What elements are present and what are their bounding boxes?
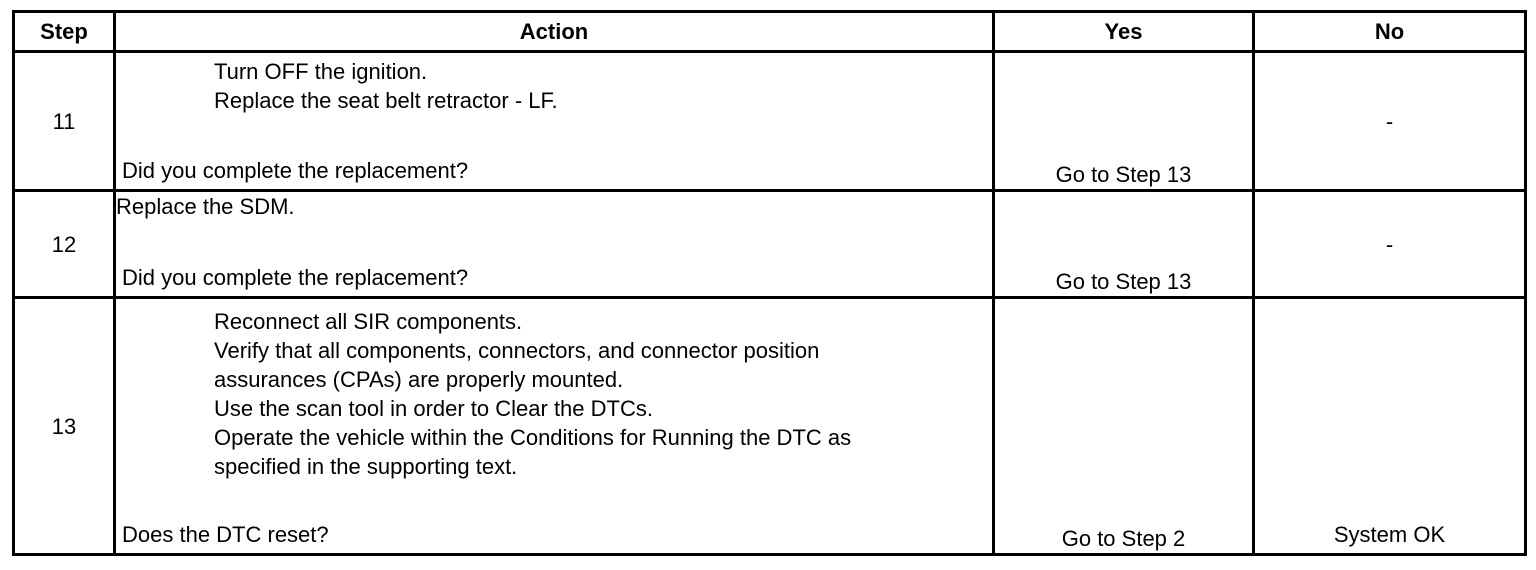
- header-yes: Yes: [994, 12, 1254, 52]
- action-line: specified in the supporting text.: [214, 454, 518, 479]
- action-line: Verify that all components, connectors, and connector position: [214, 338, 820, 363]
- step-number: 13: [14, 298, 115, 555]
- table-row: [14, 191, 1526, 298]
- diagnostic-table: [12, 10, 1527, 556]
- action-line: assurances (CPAs) are properly mounted.: [214, 367, 624, 392]
- no-result: -: [1254, 52, 1526, 191]
- yes-result: Go to Step 2: [994, 298, 1254, 555]
- table-row: [14, 298, 1526, 555]
- action-cell: [115, 191, 994, 298]
- action-line: Turn OFF the ignition.: [214, 59, 428, 84]
- action-cell: [115, 298, 994, 555]
- action-line: Operate the vehicle within the Conditions for Running the DTC as: [214, 425, 852, 450]
- step-number: 11: [14, 52, 115, 191]
- step-number: 12: [14, 191, 115, 298]
- table-row: [14, 52, 1526, 191]
- action-question: Did you complete the replacement?: [122, 265, 469, 290]
- action-cell: [115, 52, 994, 191]
- action-question: Did you complete the replacement?: [122, 158, 469, 183]
- header-row: [14, 12, 1526, 52]
- action-line: Reconnect all SIR components.: [214, 309, 523, 334]
- yes-result: Go to Step 13: [994, 52, 1254, 191]
- action-line: Use the scan tool in order to Clear the DTCs.: [214, 396, 653, 421]
- yes-result: Go to Step 13: [994, 191, 1254, 298]
- no-result: System OK: [1254, 298, 1526, 555]
- no-result: -: [1254, 191, 1526, 298]
- header-step: Step: [14, 12, 115, 52]
- header-no: No: [1254, 12, 1526, 52]
- header-action: Action: [115, 12, 994, 52]
- action-line: Replace the SDM.: [116, 194, 295, 219]
- action-line: Replace the seat belt retractor - LF.: [214, 88, 558, 113]
- action-question: Does the DTC reset?: [122, 522, 329, 547]
